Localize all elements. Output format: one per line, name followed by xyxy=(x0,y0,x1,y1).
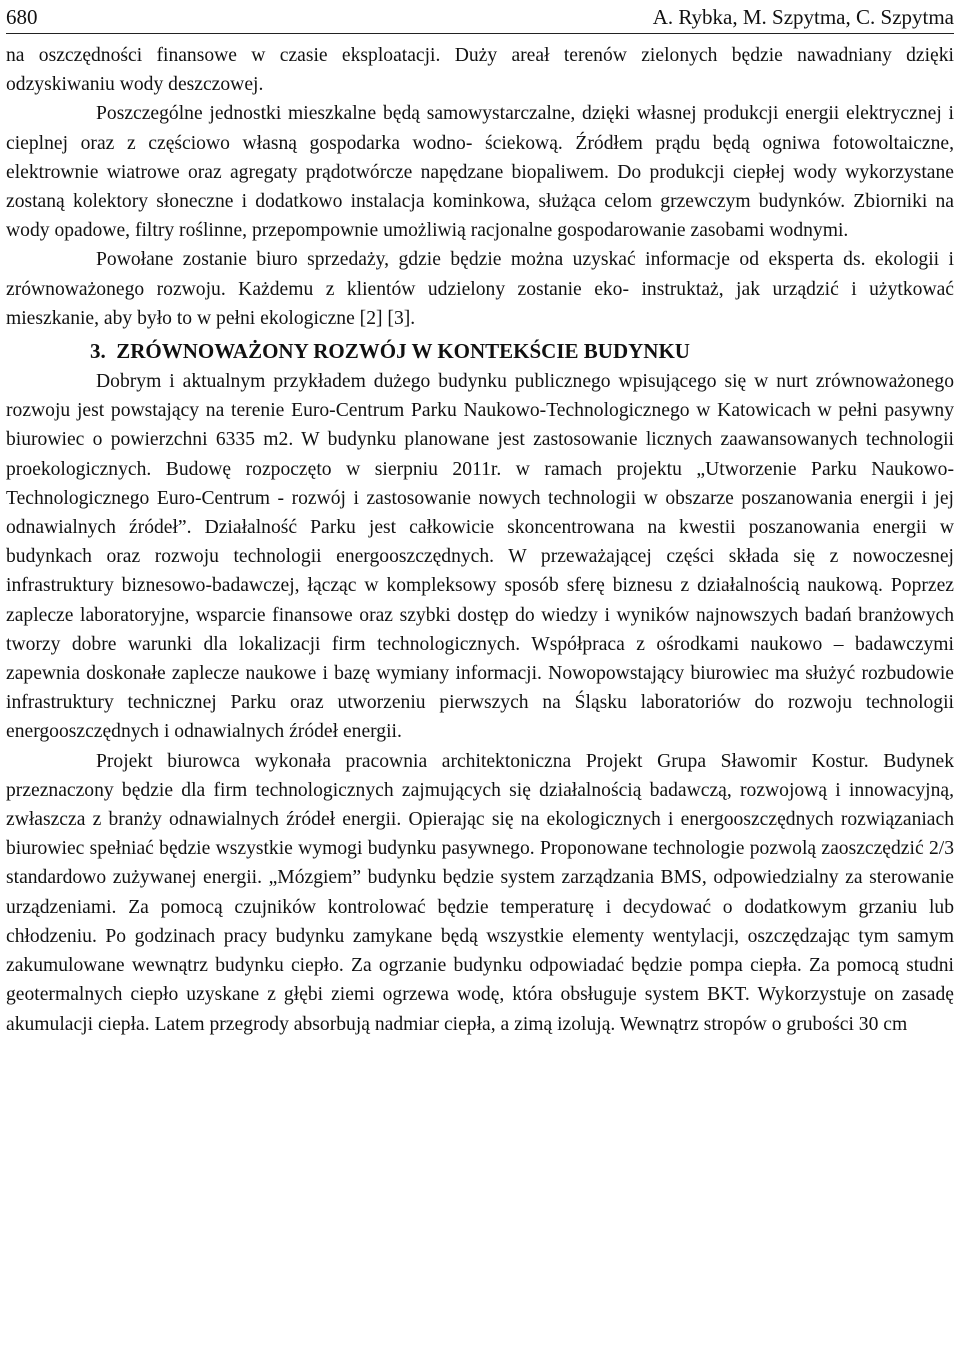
page-number: 680 xyxy=(6,5,38,29)
body-text xyxy=(6,41,954,1039)
section-heading xyxy=(6,336,954,367)
section-title: ZRÓWNOWAŻONY ROZWÓJ W KONTEKŚCIE BUDYNKU xyxy=(116,339,690,364)
paragraph-sales-office: Powołane zostanie biuro sprzedaży, gdzie będzie można uzyskać informacje od eksperta ds. ekologii i zrównoważonego rozwoju. Każdemu z klientów udzielony zostanie eko- instruktaż, jak urządzić i użytkować mieszkanie, aby było to w pełni ekologiczne [2] [3]. xyxy=(6,249,954,329)
section-number: 3. xyxy=(90,339,106,364)
running-header xyxy=(6,0,954,34)
paragraph-euro-centrum: Dobrym i aktualnym przykładem dużego budynku publicznego wpisującego się w nurt zrównoważonego rozwoju jest powstający na terenie Euro-Centrum Parku Naukowo-Technologicznego w Katowicach w pełni pasywny biurowiec o powierzchni 6335 m2. W budynku planowane jest zastosowanie licznych zaawansowanych technologii proekologicznych. Budowę rozpoczęto w sierpniu 2011r. w ramach projektu „Utworzenie Parku Naukowo-Technologicznego Euro-Centrum - rozwój i zastosowanie nowych technologii w obszarze poszanowania energii i jej odnawialnych źródeł”. Działalność Parku jest całkowicie skoncentrowana na kwestii poszanowania energii w budynkach oraz rozwoju technologii energooszczędnych. W przeważającej części składa się z nowoczesnej infrastruktury biznesowo-badawczej, łącząc w kompleksowy sposób sferę biznesu z działalnością naukową. Poprzez zaplecze laboratoryjne, wsparcie finansowe oraz szybki dostęp do wiedzy i wyników najnowszych badań branżowych tworzy dobre warunki dla lokalizacji firm technologicznych. Współpraca z ośrodkami naukowo – badawczymi zapewnia doskonałe zaplecze naukowe i bazę wymiany informacji. Nowopowstający biurowiec ma służyć rozbudowie infrastruktury technicznej Parku oraz utworzeniu pierwszych na Śląsku laboratoriów do rozwoju technologii energooszczędnych i odnawialnych źródeł energii. xyxy=(6,371,954,743)
paragraph-continuation: na oszczędności finansowe w czasie eksploatacji. Duży areał terenów zielonych będzie nawadniany dzięki odzyskiwaniu wody deszczowej. xyxy=(6,45,954,96)
paragraph-office-design: Projekt biurowca wykonała pracownia architektoniczna Projekt Grupa Sławomir Kostur. Budynek przeznaczony będzie dla firm technologicznych zajmujących się działalnością badawczą, rozwojową i innowacyjną, zwłaszcza z branży odnawialnych źródeł energii. Opierając się na ekologicznych i energooszczędnych rozwiązaniach biurowiec spełniać będzie wszystkie wymogi budynku pasywnego. Proponowane technologie pozwolą zaoszczędzić 2/3 standardowo zużywanej energii. „Mózgiem” budynku będzie system zarządzania BMS, odpowiedzialny za sterowanie urządzeniami. Za pomocą czujników kontrolować będzie temperaturę i decydować o dodatkowym grzaniu lub chłodzeniu. Po godzinach pracy budynku zamykane będą wszystkie elementy wentylacji, oszczędzając tym samym zakumulowane wewnątrz budynku ciepło. Za ogrzanie budynku odpowiadać będzie pompa ciepła. Za pomocą studni geotermalnych ciepło uzyskane z głębi ziemi ogrzewa wodę, która obsługuje system BKT. Wykorzystuje on zasadę akumulacji ciepła. Latem przegrody absorbują nadmiar ciepła, a zimą izolują. Wewnątrz stropów o grubości 30 cm xyxy=(6,750,954,1035)
header-authors: A. Rybka, M. Szpytma, C. Szpytma xyxy=(652,5,954,29)
document-page xyxy=(6,0,954,1039)
paragraph-housing-units: Poszczególne jednostki mieszkalne będą samowystarczalne, dzięki własnej produkcji energii elektrycznej i cieplnej oraz z częściowo własną gospodarka wodno- ściekową. Źródłem prądu będą ogniwa fotowoltaiczne, elektrownie wiatrowe oraz agregaty prądotwórcze napędzane biopaliwem. Do produkcji ciepłej wody wykorzystane zostaną kolektory słoneczne i dodatkowo instalacja kominkowa, służąca celom grzewczym budynków. Zbiorniki na wody opadowe, filtry roślinne, przepompownie umożliwią racjonalne gospodarowanie zasobami wodnymi. xyxy=(6,103,954,242)
